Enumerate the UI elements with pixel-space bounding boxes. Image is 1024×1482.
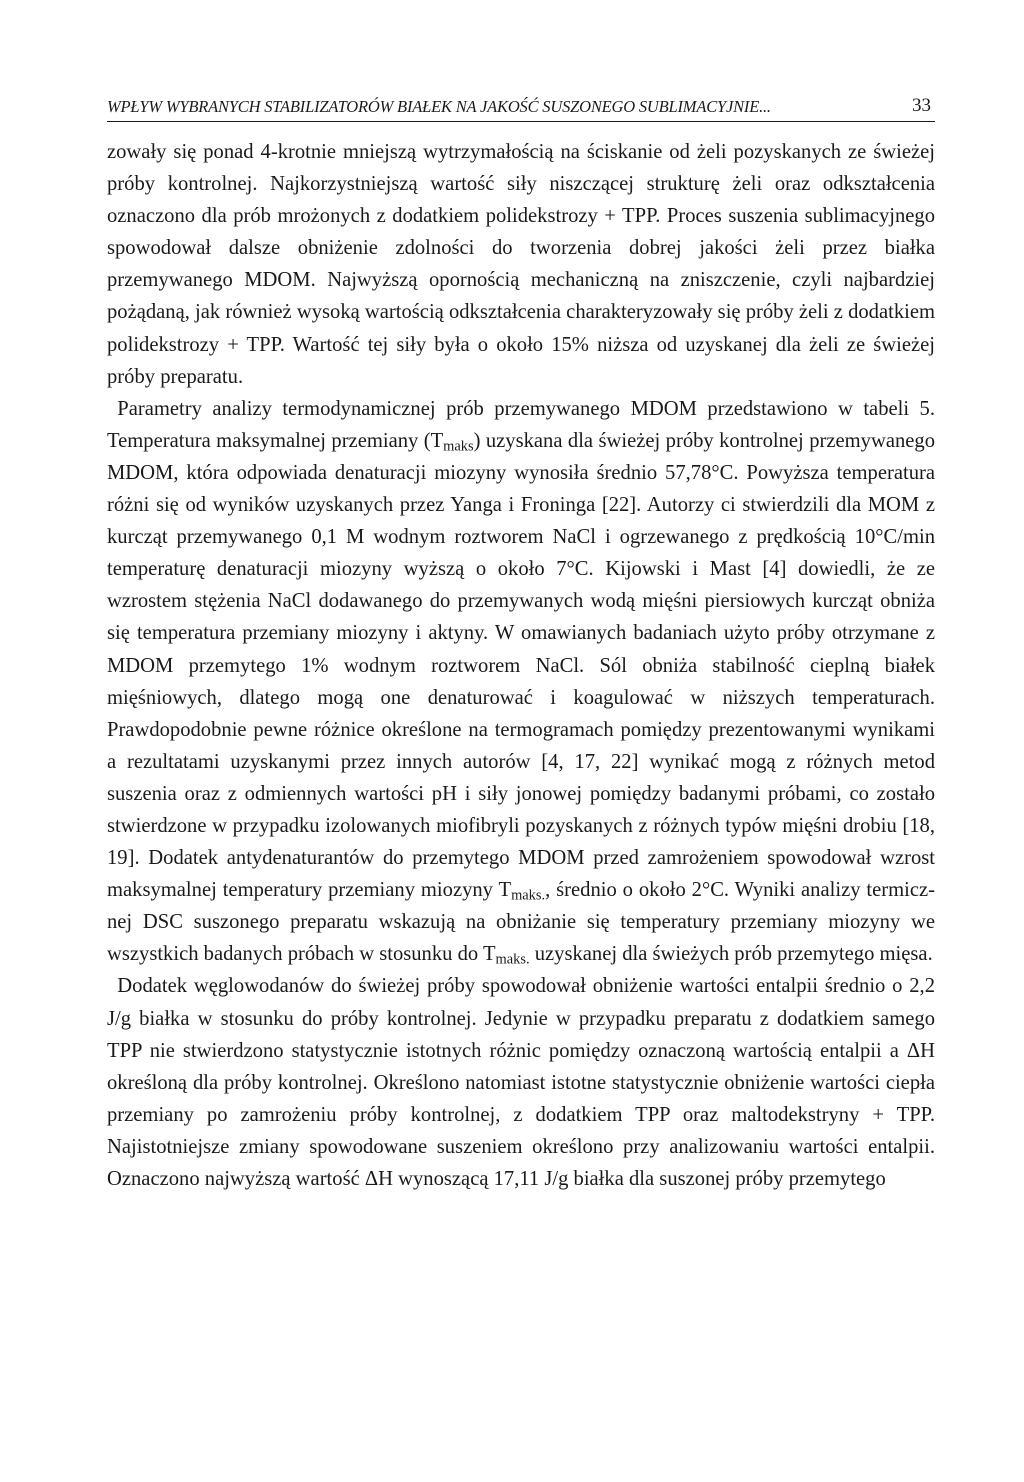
body-text [107,136,935,1195]
subscript-tmaks: maks [443,438,474,455]
running-title: WPŁYW WYBRANYCH STABILIZATORÓW BIAŁEK NA JAKOŚĆ SUSZONEGO SUBLIMACYJNIE... [107,97,771,116]
paragraph-1: zowały się ponad 4-krotnie mniejszą wytrzymałością na ściskanie od żeli pozyskanych ze świeżej próby kontrolnej. Najkorzystniejszą wartość siły niszczącej strukturę żeli oraz odkształcenia oznaczono dla prób mrożonych z dodatkiem polidekstrozy + TPP. Proces suszenia sublimacyjnego spowodował dalsze obniżenie zdolności do tworzenia dobrej jakości żeli przez białka przemywanego MDOM. Najwyższą opornością mechaniczną na zniszczenie, czyli najbardziej pożądaną, jak również wysoką wartością odkształcenia charakteryzowały się próby żeli z dodatkiem polidekstrozy + TPP. Wartość tej siły była o około 15% niższa od uzyskanej dla żeli ze świeżej próby preparatu. [107,141,935,388]
paragraph-2-part-c: , średnio o około 2°C. Wyniki analizy termicznej DSC suszonego preparatu wskazują na obniżanie się temperatury przemiany miozyny we wszystkich badanych próbach w stosunku do T [107,879,935,966]
page-number: 33 [912,95,931,116]
running-header [107,96,935,122]
paragraph-2-part-b: ) uzyskana dla świeżej próby kontrolnej przemywanego MDOM, która odpowiada denaturacji miozyny wynosiła średnio 57,78°C. Powyższa temperatura różni się od wyników uzyskanych przez Yanga i Froninga [22]. Autorzy ci stwierdzili dla MOM z kurcząt przemywanego 0,1 M wodnym roztworem NaCl i ogrzewanego z prędkością 10°C/min temperaturę denaturacji miozyny wyższą o około 7°C. Kijowski i Mast [4] dowiedli, że ze wzrostem stężenia NaCl dodawanego do przemywanych wodą mięśni piersiowych kurcząt obniża się temperatura przemiany miozyny i aktyny. W omawianych badaniach użyto próby otrzymane z MDOM przemytego 1% wodnym roztworem NaCl. Sól obniża stabilność cieplną białek mięśniowych, dlatego mogą one denaturować i koagulować w niższych temperaturach. Prawdopodobnie pewne różnice określone na termogramach pomiędzy prezentowanymi wynikami a rezultatami uzyskanymi przez innych autorów [4, 17, 22] wynikać mogą z różnych metod suszenia oraz z odmiennych wartości pH i siły jonowej pomiędzy badanymi próbami, co zostało stwierdzone w przypadku izolowanych miofibryli pozyskanych z różnych typów mięśni drobiu [18, 19]. Dodatek antydenaturantów do przemytego MDOM przed zamrożeniem spowodował wzrost maksymalnej temperatury przemiany miozyny T [107,429,935,902]
subscript-tmaks-2: maks. [511,887,546,904]
subscript-tmaks-3: maks. [495,951,530,968]
paragraph-2-part-d: uzyskanej dla świeżych prób przemytego mięsa. [529,943,933,966]
paragraph-2-part-a: Parametry analizy termodynamicznej prób przemywanego MDOM przedstawiono w tabeli 5. Temperatura maksymalnej przemiany (T [107,397,935,452]
paragraph-3: Dodatek węglowodanów do świeżej próby spowodował obniżenie wartości entalpii średnio o 2,2 J/g białka w stosunku do próby kontrolnej. Jedynie w przypadku preparatu z dodatkiem samego TPP nie stwierdzono statystycznie istotnych różnic pomiędzy oznaczoną wartością entalpii a ΔH określoną dla próby kontrolnej. Określono natomiast istotne statystycznie obniżenie wartości ciepła przemiany po zamrożeniu próby kontrolnej, z dodatkiem TPP oraz maltodekstryny + TPP. Najistotniejsze zmiany spowodowane suszeniem określono przy analizowaniu wartości entalpii. Oznaczono najwyższą wartość ΔH wynoszącą 17,11 J/g białka dla suszonej próby przemytego [107,975,935,1190]
journal-page [107,96,935,1195]
paragraph-2 [107,393,935,971]
